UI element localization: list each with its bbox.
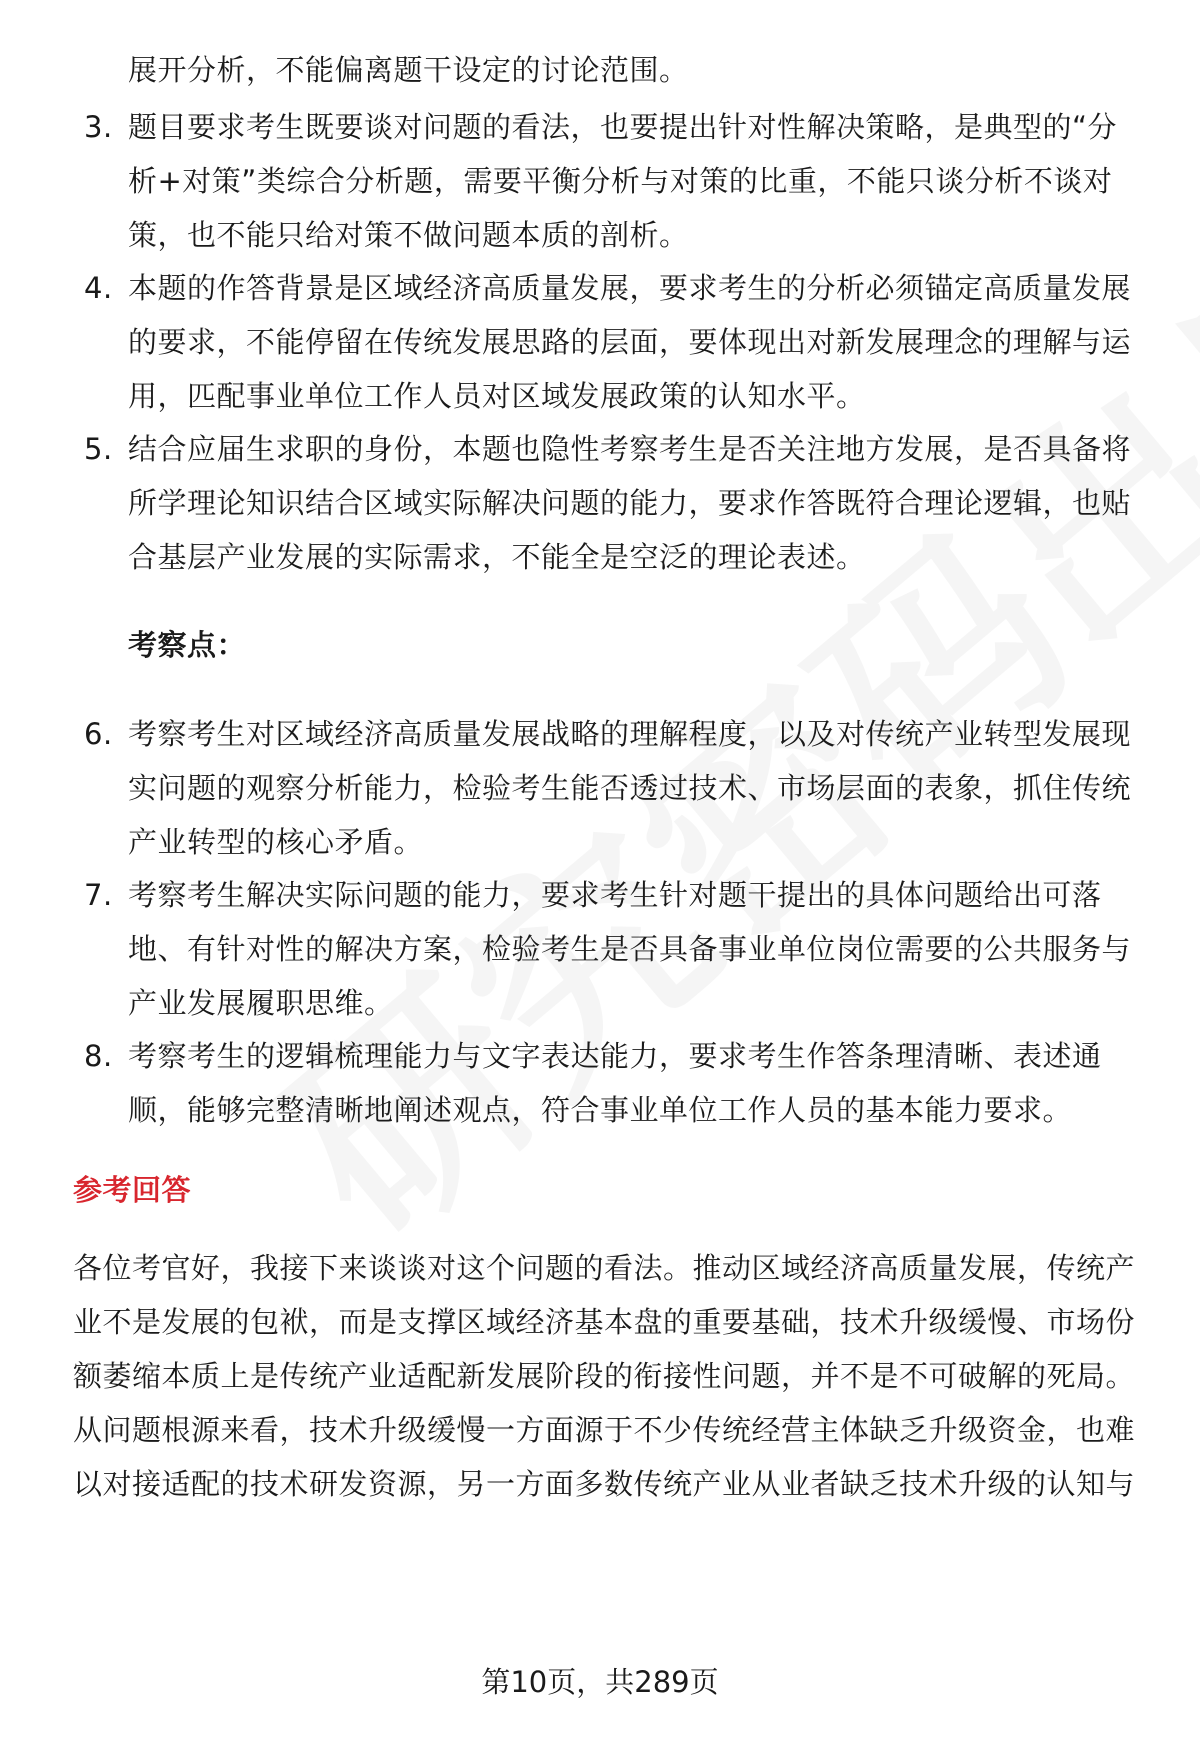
list-item-line: 产业转型的核心矛盾。 (128, 825, 424, 859)
list-item-line: 所学理论知识结合区域实际解决问题的能力，要求作答既符合理论逻辑，也贴 (128, 486, 1132, 520)
list-item-line: 的要求，不能停留在传统发展思路的层面，要体现出对新发展理念的理解与运 (128, 325, 1132, 359)
list-number: 5. (84, 432, 113, 466)
list-item-line: 用，匹配事业单位工作人员对区域发展政策的认知水平。 (128, 379, 866, 413)
list-number: 7. (84, 878, 113, 912)
list-item-line: 地、有针对性的解决方案，检验考生是否具备事业单位岗位需要的公共服务与 (128, 932, 1132, 966)
list-item-line: 顺，能够完整清晰地阐述观点，符合事业单位工作人员的基本能力要求。 (128, 1093, 1073, 1127)
page-footer: 第10页，共289页 (481, 1665, 719, 1699)
answer-line: 各位考官好，我接下来谈谈对这个问题的看法。推动区域经济高质量发展，传统产 (73, 1251, 1136, 1285)
list-item-line: 考察考生对区域经济高质量发展战略的理解程度，以及对传统产业转型发展现 (128, 717, 1132, 751)
answer-line: 从问题根源来看，技术升级缓慢一方面源于不少传统经营主体缺乏升级资金，也难 (73, 1413, 1136, 1447)
list-item-line: 产业发展履职思维。 (128, 986, 394, 1020)
list-item-line: 题目要求考生既要谈对问题的看法，也要提出针对性解决策略，是典型的“分 (128, 110, 1118, 144)
reference-answer-heading: 参考回答 (73, 1173, 192, 1207)
answer-line: 以对接适配的技术研发资源，另一方面多数传统产业从业者缺乏技术升级的认知与 (73, 1467, 1136, 1501)
list-number: 8. (84, 1039, 113, 1073)
answer-line: 额萎缩本质上是传统产业适配新发展阶段的衔接性问题，并不是不可破解的死局。 (73, 1359, 1136, 1393)
list-number: 6. (84, 717, 113, 751)
answer-line: 业不是发展的包袱，而是支撑区域经济基本盘的重要基础，技术升级缓慢、市场份 (73, 1305, 1136, 1339)
list-item-line: 合基层产业发展的实际需求，不能全是空泛的理论表述。 (128, 540, 866, 574)
list-item-line: 考察考生的逻辑梳理能力与文字表达能力，要求考生作答条理清晰、表述通 (128, 1039, 1102, 1073)
list-item-line: 实问题的观察分析能力，检验考生能否透过技术、市场层面的表象，抓住传统 (128, 771, 1132, 805)
exam-points-heading: 考察点： (128, 628, 247, 662)
list-number: 3. (84, 110, 113, 144)
list-number: 4. (84, 271, 113, 305)
list-item-line: 考察考生解决实际问题的能力，要求考生针对题干提出的具体问题给出可落 (128, 878, 1102, 912)
list-item-line: 本题的作答背景是区域经济高质量发展，要求考生的分析必须锚定高质量发展 (128, 271, 1132, 305)
intro-tail-text: 展开分析，不能偏离题干设定的讨论范围。 (128, 53, 689, 87)
list-item-line: 策，也不能只给对策不做问题本质的剖析。 (128, 218, 689, 252)
list-item-line: 结合应届生求职的身份，本题也隐性考察考生是否关注地方发展，是否具备将 (128, 432, 1132, 466)
list-item-line: 析+对策”类综合分析题，需要平衡分析与对策的比重，不能只谈分析不谈对 (128, 164, 1113, 198)
